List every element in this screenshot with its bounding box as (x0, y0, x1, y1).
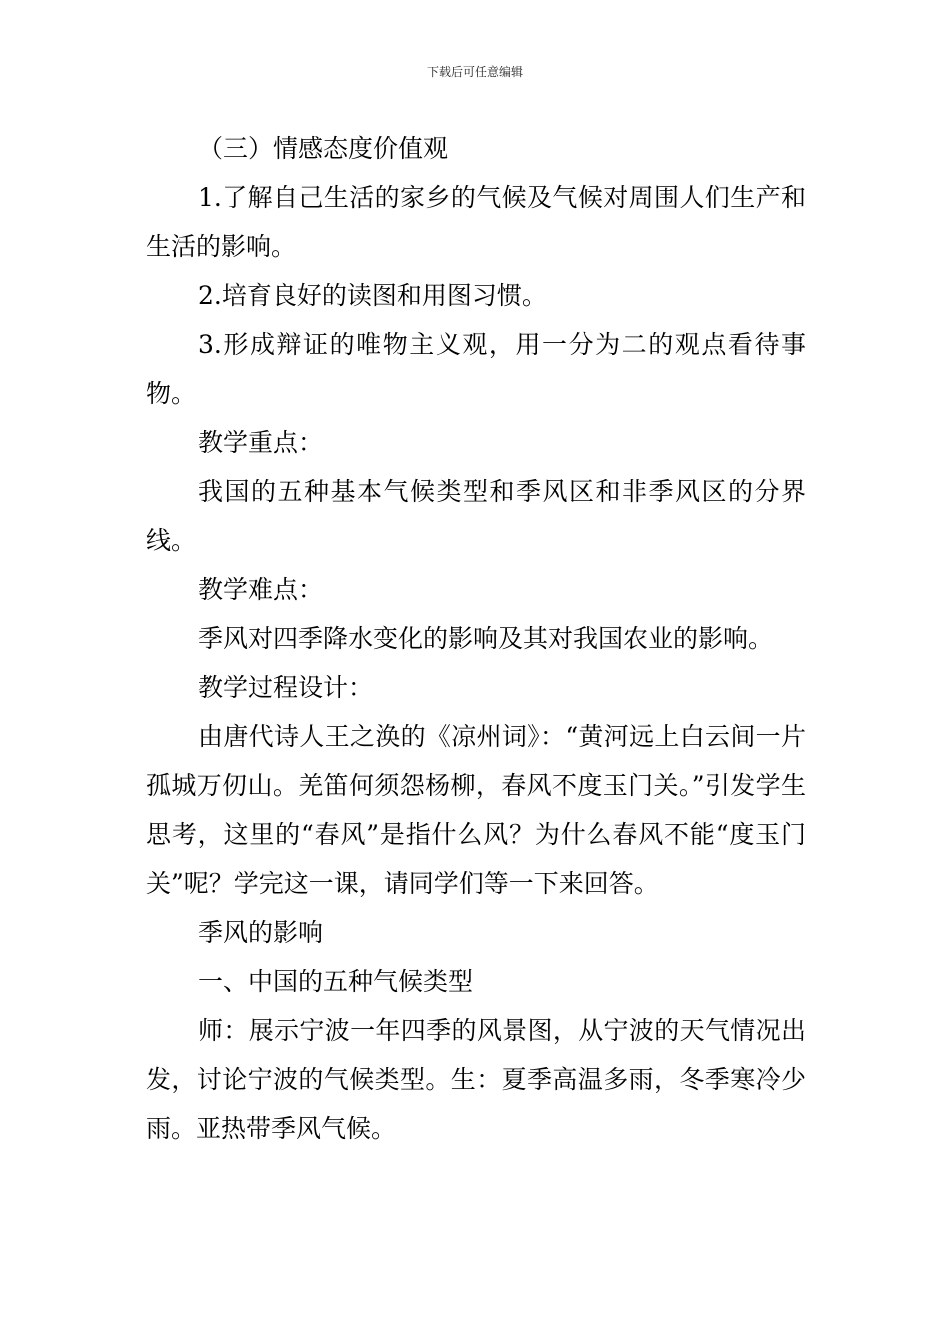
section-heading-attitude-values: （三）情感态度价值观 (198, 134, 449, 163)
section-heading-climate-types: 一、中国的五种气候类型 (198, 967, 474, 996)
difficult-points-heading: 教学难点： (198, 575, 324, 604)
poem-introduction-paragraph: 由唐代诗人王之涣的《凉州词》：“黄河远上白云间一片孤城万仞山。羌笛何须怨杨柳，春风不度玉门关。”引发学生思考，这里的“春风”是指什么风？为什么春风不能“度玉门关”呢？学完这一课，请同学们等一下来回答。 (146, 722, 806, 898)
objective-item-1: 1.了解自己生活的家乡的气候及气候对周围人们生产和生活的影响。 (146, 183, 806, 261)
key-points-heading: 教学重点： (198, 428, 324, 457)
objective-item-3: 3.形成辩证的唯物主义观，用一分为二的观点看待事物。 (146, 330, 806, 408)
difficult-points-text: 季风对四季降水变化的影响及其对我国农业的影响。 (198, 624, 774, 653)
document-body (146, 124, 806, 1153)
key-points-text: 我国的五种基本气候类型和季风区和非季风区的分界线。 (146, 477, 806, 555)
objective-item-2: 2.培育良好的读图和用图习惯。 (198, 281, 547, 310)
lesson-title: 季风的影响 (198, 918, 324, 947)
teacher-student-dialogue: 师：展示宁波一年四季的风景图，从宁波的天气情况出发，讨论宁波的气候类型。生：夏季高温多雨，冬季寒冷少雨。亚热带季风气候。 (146, 1016, 806, 1143)
process-design-heading: 教学过程设计： (198, 673, 374, 702)
page-header: 下载后可任意编辑 (426, 65, 523, 79)
